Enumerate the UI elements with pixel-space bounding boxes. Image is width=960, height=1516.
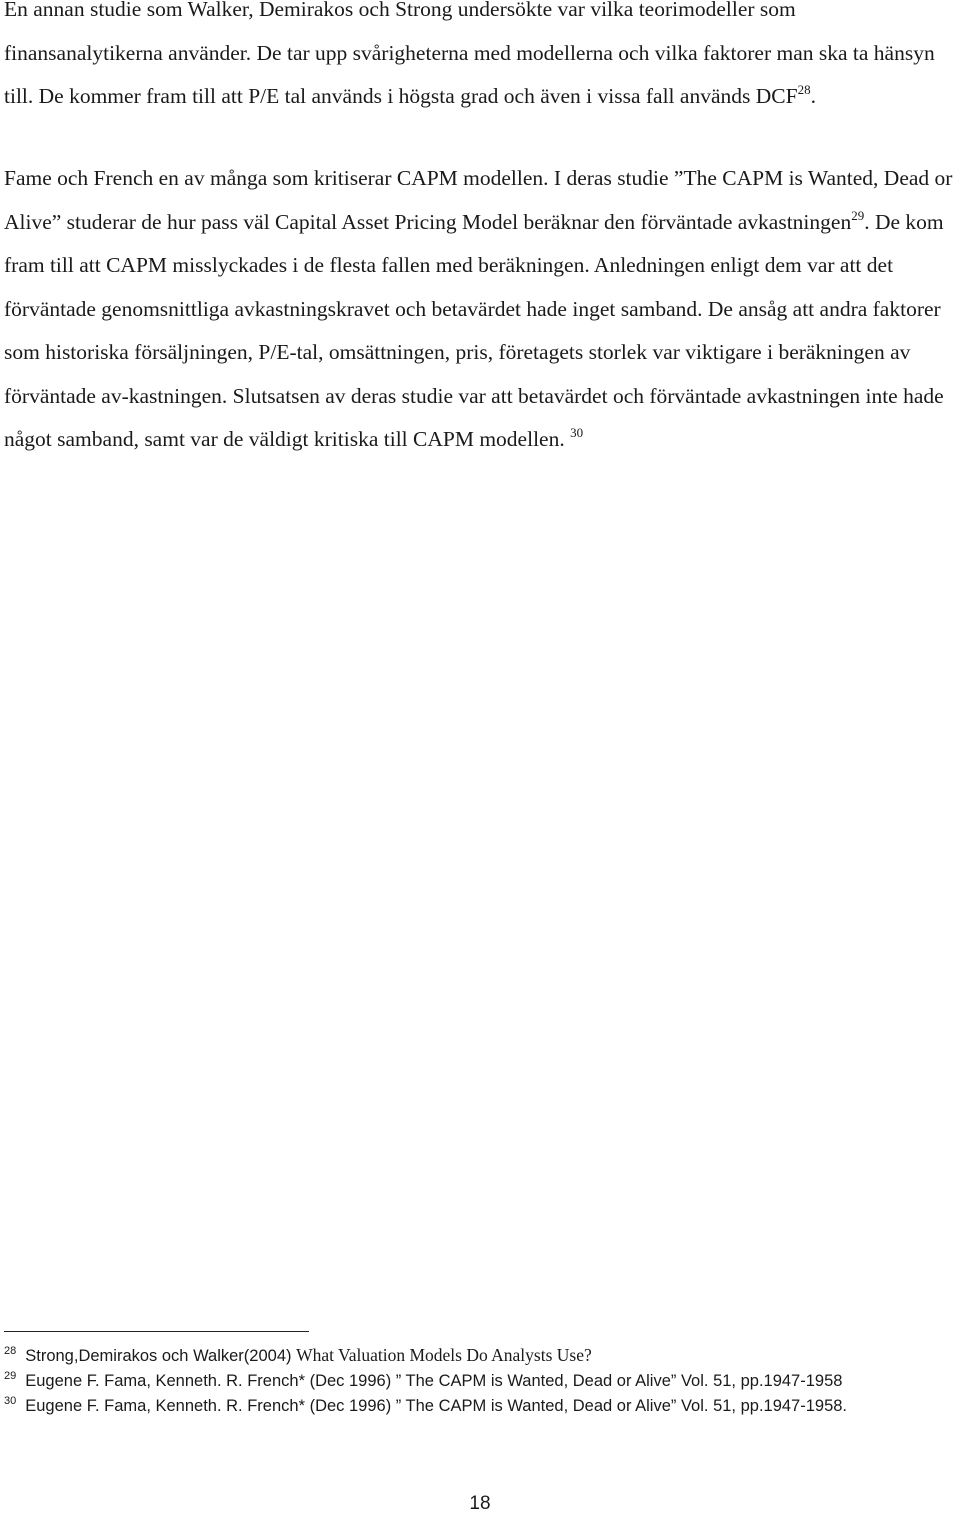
body-paragraph-1 <box>4 0 954 119</box>
paragraph-text: Fame och French en av många som kritiserar CAPM modellen. I deras studie ”The CAPM is Wanted, Dead or Alive” studerar de hur pass väl Capital Asset Pricing Model beräknar den förväntade avkastningen <box>4 166 953 234</box>
footnote-title: What Valuation Models Do Analysts Use? <box>296 1345 592 1365</box>
footnote-30 <box>4 1394 944 1419</box>
footnote-text: Eugene F. Fama, Kenneth. R. French* (Dec 1996) ” The CAPM is Wanted, Dead or Alive” Vol. 51, pp.1947-1958 <box>25 1372 843 1390</box>
paragraph-text: En annan studie som Walker, Demirakos och Strong undersökte var vilka teorimodeller som finansanalytikerna använder. De tar upp svårigheterna med modellerna och vilka faktorer man ska ta hänsyn till. De kommer fram till att P/E tal används i högsta grad och även i vissa fall används DCF <box>4 0 935 108</box>
footnote-separator <box>4 1331 309 1332</box>
footnote-text: Eugene F. Fama, Kenneth. R. French* (Dec 1996) ” The CAPM is Wanted, Dead or Alive” Vol. 51, pp.1947-1958. <box>25 1397 848 1415</box>
footnote-number: 29 <box>4 1370 17 1382</box>
footnote-number: 28 <box>4 1345 17 1357</box>
footnote-ref-29[interactable]: 29 <box>851 207 865 223</box>
paragraph-text: . <box>810 84 816 108</box>
page-number: 18 <box>469 1493 491 1514</box>
footnote-ref-28[interactable]: 28 <box>797 82 811 97</box>
paragraph-text: . De kom fram till att CAPM misslyckades i de flesta fallen med beräkningen. Anledningen enligt dem var att det förväntade genomsnittliga avkastningskravet och betavärdet hade inget samband. De ansåg att andra faktorer som historiska försäljningen, P/E-tal, omsättningen, pris, företagets storlek var viktigare i beräkningen av förväntade av-kastningen. Slutsatsen av deras studie var att betavärdet och förväntade avkastningen inte hade något samband, samt var de väldigt kritiska till CAPM modellen. <box>4 209 944 451</box>
footnote-29 <box>4 1369 944 1394</box>
body-paragraph-2 <box>4 157 954 462</box>
footnote-text: Strong,Demirakos och Walker(2004) <box>25 1347 297 1365</box>
footnotes <box>4 1343 944 1419</box>
footnote-ref-30[interactable]: 30 <box>570 425 584 440</box>
footnote-28 <box>4 1343 944 1369</box>
footnote-number: 30 <box>4 1395 17 1407</box>
